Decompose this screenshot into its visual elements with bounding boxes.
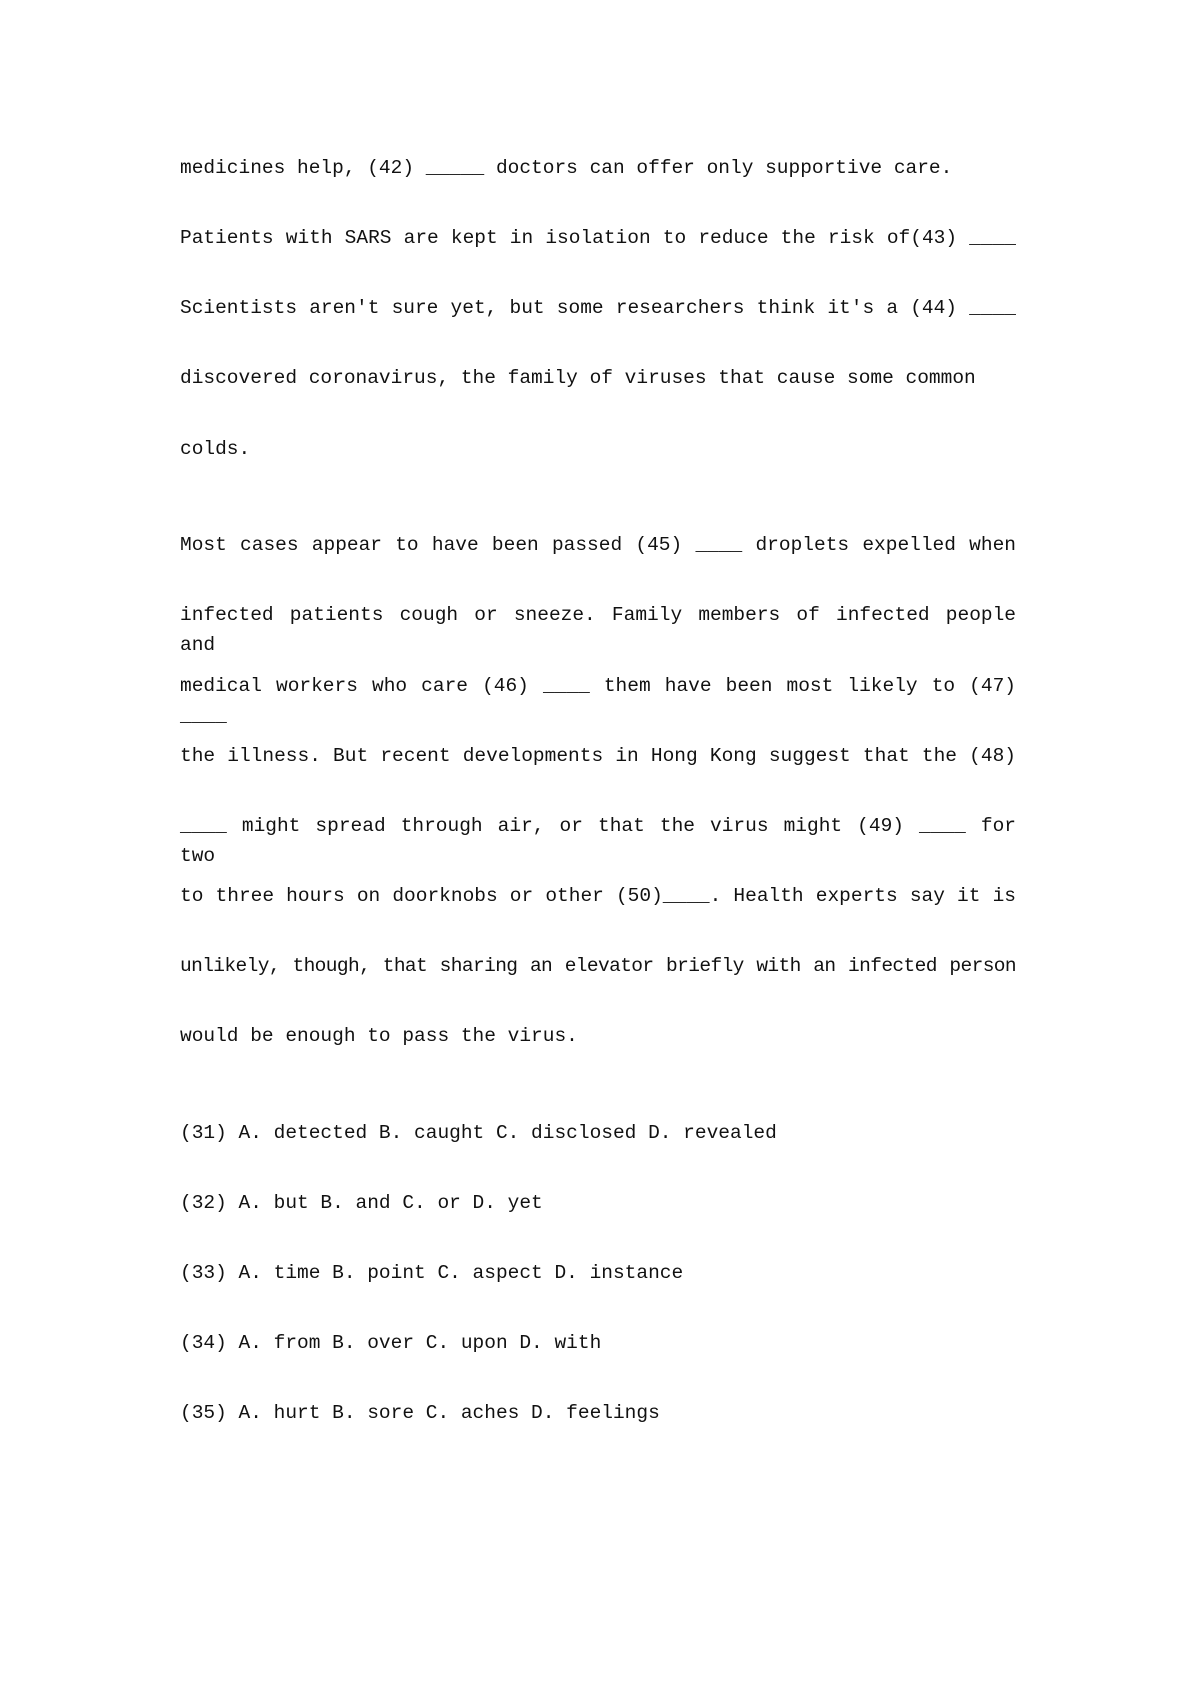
text-line: colds. bbox=[180, 438, 251, 460]
text-line: Scientists aren't sure yet, but some researchers think it's a (44) ____ bbox=[180, 297, 1016, 319]
text-line: discovered coronavirus, the family of viruses that cause some common bbox=[180, 367, 976, 389]
text-line: medical workers who care (46) ____ them have been most likely to (47) ____ bbox=[180, 675, 1016, 727]
text-line: Most cases appear to have been passed (45) ____ droplets expelled when bbox=[180, 534, 1016, 556]
text-line: Patients with SARS are kept in isolation to reduce the risk of(43) ____ bbox=[180, 227, 1016, 249]
option-line: (35) A. hurt B. sore C. aches D. feelings bbox=[180, 1402, 660, 1424]
text-line: to three hours on doorknobs or other (50)____. Health experts say it is bbox=[180, 885, 1016, 907]
text-line: medicines help, (42) _____ doctors can offer only supportive care. bbox=[180, 157, 953, 179]
option-line: (31) A. detected B. caught C. disclosed D. revealed bbox=[180, 1122, 777, 1144]
option-line: (33) A. time B. point C. aspect D. instance bbox=[180, 1262, 684, 1284]
option-line: (34) A. from B. over C. upon D. with bbox=[180, 1332, 602, 1354]
text-line: the illness. But recent developments in Hong Kong suggest that the (48) bbox=[180, 745, 1016, 767]
text-line: unlikely, though, that sharing an elevator briefly with an infected person bbox=[180, 955, 1016, 977]
option-line: (32) A. but B. and C. or D. yet bbox=[180, 1192, 543, 1214]
text-line: would be enough to pass the virus. bbox=[180, 1025, 578, 1047]
text-line: ____ might spread through air, or that the virus might (49) ____ for two bbox=[180, 815, 1016, 867]
text-line: infected patients cough or sneeze. Family members of infected people and bbox=[180, 604, 1016, 656]
